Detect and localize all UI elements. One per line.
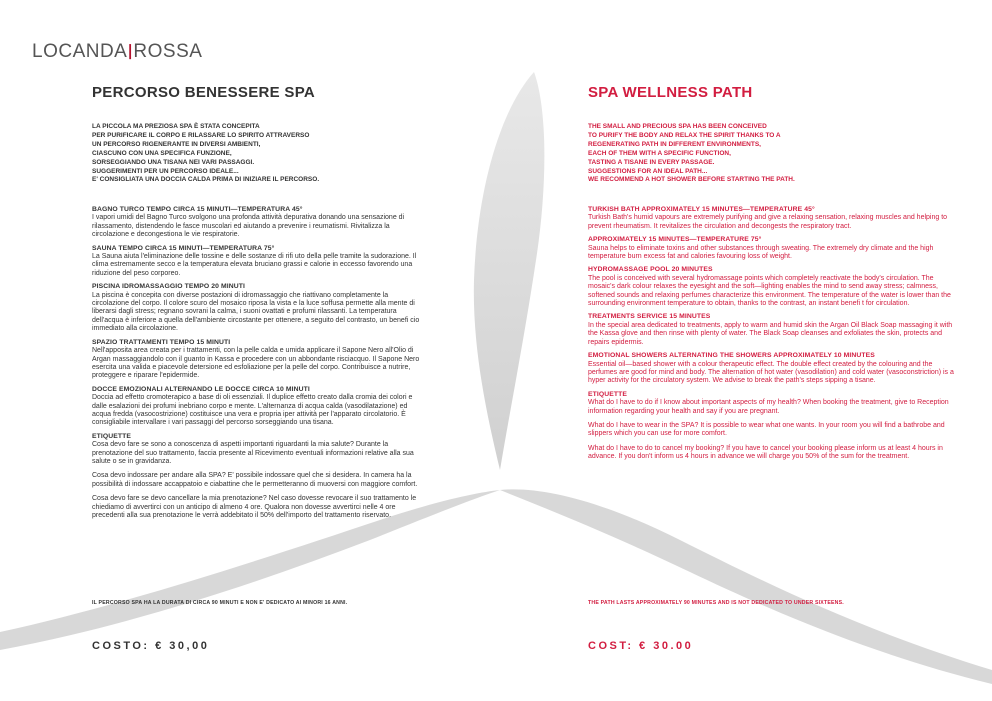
section-heading: EMOTIONAL SHOWERS ALTERNATING THE SHOWERS APPROXIMATELY 10 MINUTES [588,352,875,360]
section-heading: BAGNO TURCO TEMPO CIRCA 15 MINUTI—TEMPERATURA 45° [92,206,303,213]
section-heading: ETIQUETTE [588,390,628,398]
section-turkish-bath [588,206,958,231]
intro-english [588,123,795,185]
logo-text-right: ROSSA [133,41,203,62]
intro-line: SUGGESTIONS FOR AN IDEAL PATH... [588,167,708,175]
etiquette-item: Cosa devo indossare per andare alla SPA? E' possibile indossare quel che si desidera. In camera ha la possibilità di indossare accappatoio e ciabattine che le permetteranno di muoversi con maggiore comfort. [92,472,418,488]
section-heading: ETIQUETTE [92,432,132,440]
swoosh-right-shape [500,489,992,684]
section-piscina [92,283,422,333]
section-etiquette [92,433,422,521]
intro-line: PER PURIFICARE IL CORPO E RILASSARE LO SPIRITO ATTRAVERSO [92,131,310,139]
petal-center-shape [474,72,545,470]
intro-line: WE RECOMMEND A HOT SHOWER BEFORE STARTING THE PATH. [588,176,795,184]
price-italian: COSTO: € 30,00 [92,640,210,652]
section-body: Doccia ad effetto cromoterapico a base di oli essenziali. Il duplice effetto creato dalla cromia dei colori e dalle esalazioni dei profumi inebriano corpo e mente. L'alternanza di acqua calda (vasodilatazione) ed acqua fredda (vasocostrizione) costituisce una vera e propria iper attività per l'apparato circolatorio. È consigliabile intervallare i vari passaggi del percorso sorseggiando una tisana. [92,394,413,427]
section-heading: SPAZIO TRATTAMENTI TEMPO 15 MINUTI [92,338,231,346]
page-title-italian: PERCORSO BENESSERE SPA [92,84,316,101]
section-body: The pool is conceived with several hydromassage points which completely reactivate the body's circulation. The mosaic's dark colour relaxes the eyesight and the soft—lighting enables the mind to send away stress; calmness, softened sounds and relaxing perfumes characterize this environment. The temperature of the water is lower than the surrounding environment temperature to obtain, thanks to the contrast, an instant benefi t for circulation. [588,274,951,308]
intro-line: THE SMALL AND PRECIOUS SPA HAS BEEN CONCEIVED [588,123,767,130]
page-title-english: SPA WELLNESS PATH [588,84,753,101]
section-docce [92,386,422,428]
section-trattamenti [92,339,422,381]
etiquette-item: What do I have to do to cancel my booking? If you have to cancel your booking please inform us at least 4 hours in advance. If you don't inform us 4 hours in advance we will charge you 50% of the sum for the treatment. [588,444,943,461]
intro-line: SUGGERIMENTI PER UN PERCORSO IDEALE... [92,167,239,175]
intro-line: LA PICCOLA MA PREZIOSA SPA È STATA CONCEPITA [92,123,260,130]
etiquette-item: What do I have to do if I know about important aspects of my health? When booking the treatment, give to Reception information regarding your health and say if you are pregnant. [588,399,949,415]
logo-mark-icon: ꞁ [127,38,134,60]
section-body: Sauna helps to eliminate toxins and other substances through sweating. The extremely dry climate and the high temperature burn excess fat and calories favouring loss of weight. [588,244,934,261]
logo-text-left: LOCANDA [32,41,128,62]
footnote-english: THE PATH LASTS APPROXIMATELY 90 MINUTES AND IS NOT DEDICATED TO UNDER SIXTEENS. [588,600,844,606]
section-heading: APPROXIMATELY 15 MINUTES—TEMPERATURE 75° [588,236,762,244]
section-body: In the special area dedicated to treatments, apply to warm and humid skin the Argan Oil Black Soap massaging it with the Kassa glove and then rinse with plenty of water. The Black Soap cleanses and exfoliates the skin, protects and repairs epidermis. [588,321,953,346]
section-sauna [588,236,958,261]
section-body: La piscina è concepita con diverse postazioni di idromassaggio che riattivano completamente la circolazione del corpo. Il colore scuro del mosaico riposa la vista e la luce soffusa permette alla mente di liberarsi dagli stress; regnano sovrani la calma, i suoni ovattati e profumi rilassanti. La temperatura dell'acqua è inferiore a quella dell'ambiente circostante per ottenere, a seguito del contrasto, un benefi cio immediato alla circolazione. [92,291,420,333]
intro-line: SORSEGGIANDO UNA TISANA NEI VARI PASSAGGI. [92,158,255,166]
section-hydromassage [588,266,958,308]
intro-line: TO PURIFY THE BODY AND RELAX THE SPIRIT THANKS TO A [588,131,781,139]
section-body: La Sauna aiuta l'eliminazione delle tossine e delle sostanze di rifi uto della pelle tramite la sudorazione. Il clima estremamente secco e la temperatura elevata bruciano grassi e calorie in eccesso favorendo una riduzione del peso corporeo. [92,253,417,277]
sections-english [588,206,958,468]
section-sauna [92,245,422,279]
section-bagno-turco [92,206,422,240]
footnote-italian: IL PERCORSO SPA HA LA DURATA DI CIRCA 90 MINUTI E NON E' DEDICATO AI MINORI 16 ANNI. [92,600,348,606]
section-body: Turkish Bath's humid vapours are extremely purifying and give a relaxing sensation, relaxing muscles and helping to prevent rheumatism. It revitalizes the circulation and decongests the respiratory tract. [588,214,948,230]
section-heading: TREATMENTS SERVICE 15 MINUTES [588,313,711,321]
etiquette-item: Cosa devo fare se sono a conoscenza di aspetti importanti riguardanti la mia salute? Durante la prenotazione del suo trattamento, faccia presente al Ricevimento eventuali informazioni relative alla sua salute o se in gravidanza. [92,441,414,465]
section-body: Essential oil—based shower with a colour therapeutic effect. The double effect created by the colouring and the perfumes are good for mind and body. The alternation of hot water (vasodilation) and cold water (vasoconstriction) is a hyper activity for the circulatory system. We advise to break the path's steps sipping a tisane. [588,360,954,385]
section-emotional-showers [588,352,958,386]
intro-line: E' CONSIGLIATA UNA DOCCIA CALDA PRIMA DI INIZIARE IL PERCORSO. [92,176,320,184]
section-heading: TURKISH BATH APPROXIMATELY 15 MINUTES—TEMPERATURE 45° [588,206,815,213]
intro-line: REGENERATING PATH IN DIFFERENT ENVIRONMENTS, [588,140,761,148]
brand-logo [32,38,202,63]
section-heading: SAUNA TEMPO CIRCA 15 MINUTI—TEMPERATURA 75° [92,244,275,252]
section-heading: HYDROMASSAGE POOL 20 MINUTES [588,266,713,274]
etiquette-item: What do I have to wear in the SPA? It is possible to wear what one wants. In your room you will find a bathrobe and slippers which you can use for more comfort. [588,421,945,438]
section-heading: PISCINA IDROMASSAGGIO TEMPO 20 MINUTI [92,283,245,291]
sections-italian [92,206,422,526]
section-etiquette [588,391,958,462]
intro-line: CIASCUNO CON UNA SPECIFICA FUNZIONE, [92,149,232,157]
intro-italian [92,123,319,185]
section-heading: DOCCE EMOZIONALI ALTERNANDO LE DOCCE CIRCA 10 MINUTI [92,385,310,393]
intro-line: EACH OF THEM WITH A SPECIFIC FUNCTION, [588,149,731,157]
intro-line: UN PERCORSO RIGENERANTE IN DIVERSI AMBIENTI, [92,140,261,148]
intro-line: TASTING A TISANE IN EVERY PASSAGE. [588,158,715,166]
section-treatments [588,313,958,347]
etiquette-item: Cosa devo fare se devo cancellare la mia prenotazione? Nel caso dovesse revocare il suo trattamento le chiediamo di avvertirci con un anticipo di almeno 4 ore. Qualora non dovesse avvertirci nelle 4 ore precedenti alla sua prenotazione le verrà addebitato il 50% dell'importo del trattamento riservato. [92,495,417,519]
price-english: COST: € 30.00 [588,640,694,652]
section-body: I vapori umidi del Bagno Turco svolgono una profonda attività depurativa donando una sensazione di rilassamento, distendendo le fasce muscolari ed aiutando a prevenire i reumatismi. Rivitalizza la circolazione e decongestiona le vie respiratorie. [92,214,405,239]
section-body: Nell'apposita area creata per i trattamenti, con la pelle calda e umida applicare il Sapone Nero all'Olio di Argan massaggiandolo con il guanto in Kassa e procedere con un abbondante risciacquo. Il Sapone Nero esercita una valida e piacevole detersione ed esfoliazione per la pelle del corpo. Contribuisce a nutrire, proteggere e riparare l'epidermide. [92,347,420,380]
